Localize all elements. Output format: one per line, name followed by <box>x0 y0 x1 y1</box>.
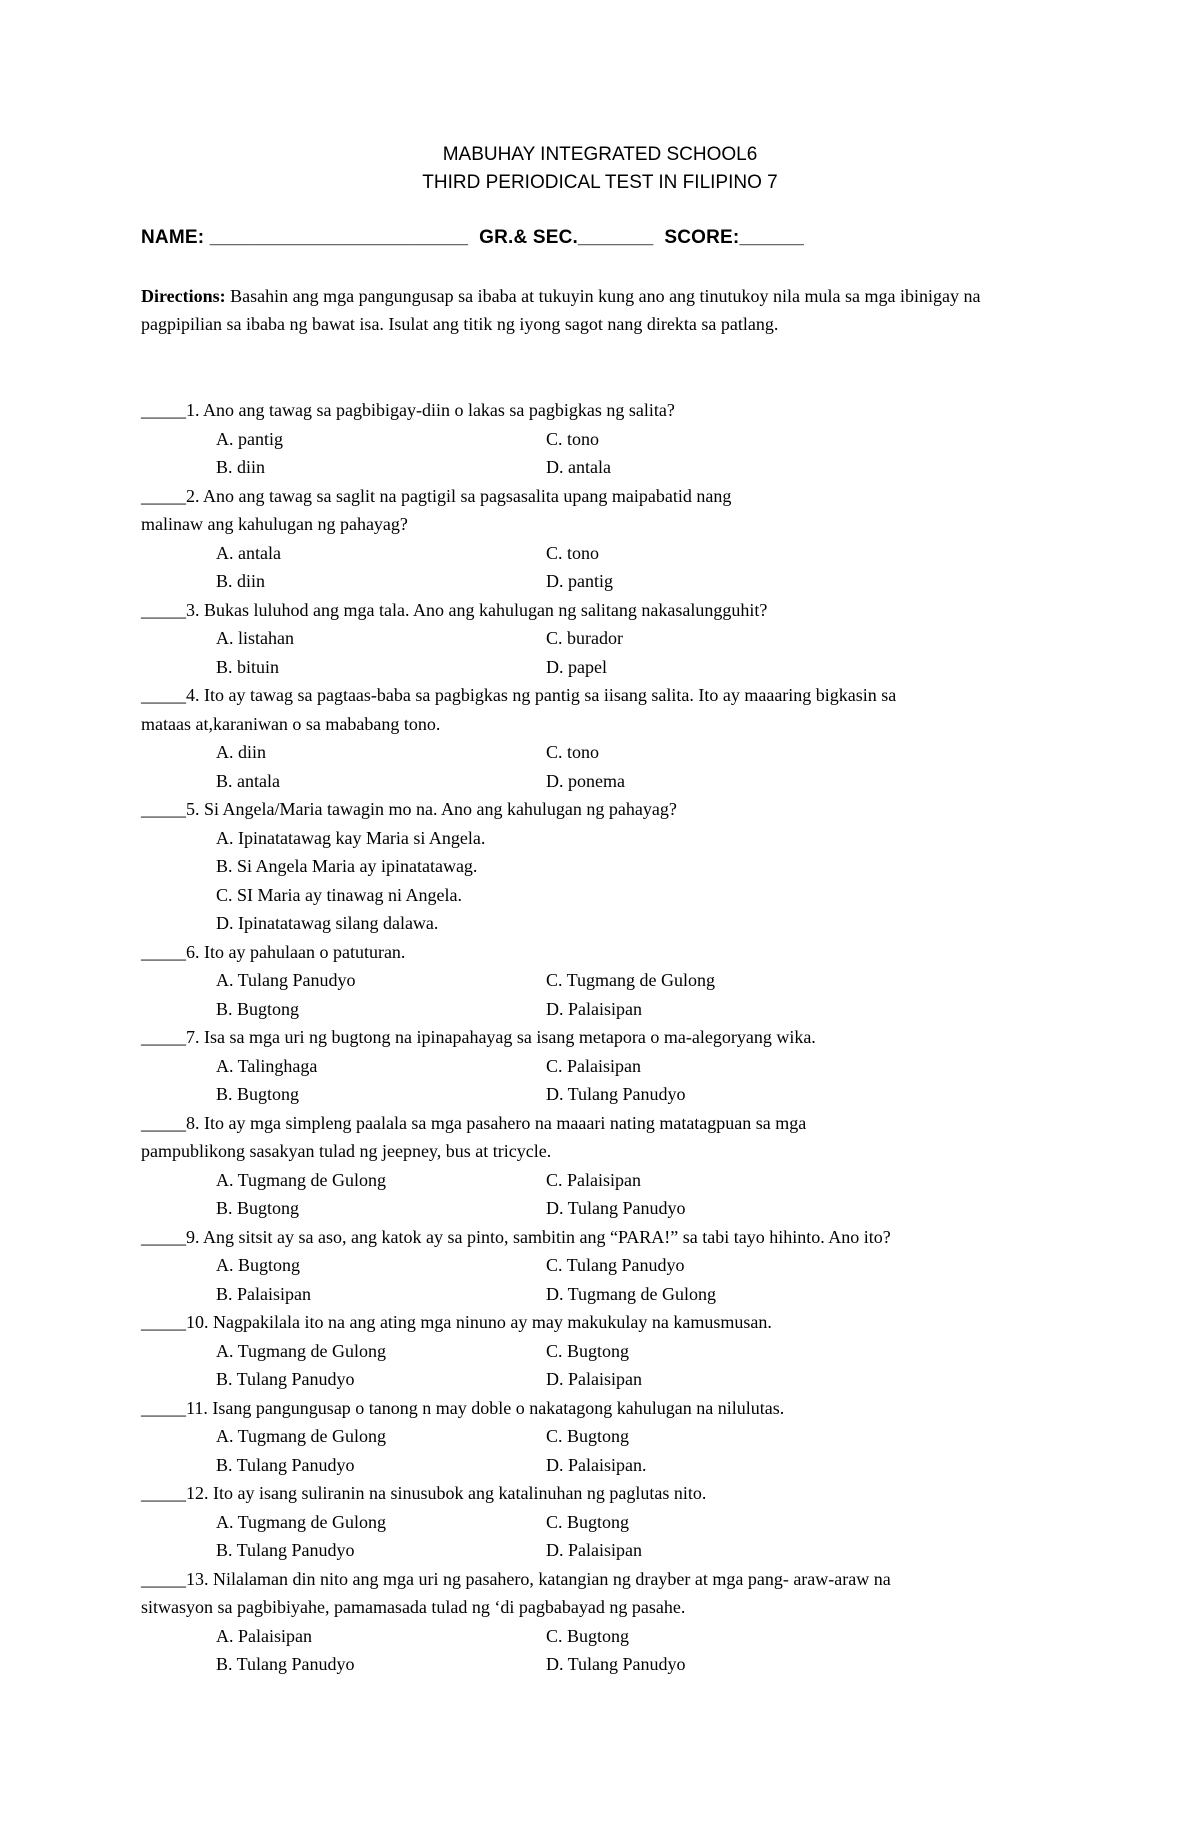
answer-choice: C. Palaisipan <box>546 1169 641 1190</box>
school-name: MABUHAY INTEGRATED SCHOOL6 <box>442 144 758 165</box>
question-item <box>141 1223 1061 1309</box>
answer-choice: D. antala <box>546 457 611 477</box>
answer-choice: C. Bugtong <box>546 1625 630 1646</box>
choice-row <box>141 909 1061 938</box>
answer-choice: C. tono <box>546 542 600 563</box>
answer-choice: B. Tulang Panudyo <box>216 1654 355 1674</box>
choice-row <box>141 1451 1061 1480</box>
answer-choice: A. Talinghaga <box>216 1055 318 1076</box>
answer-choice: C. burador <box>546 628 623 648</box>
answer-choice: C. tono <box>546 742 600 762</box>
answer-choice: B. diin <box>216 457 266 477</box>
question-item <box>141 1308 1061 1394</box>
answer-choice: A. listahan <box>216 628 294 648</box>
answer-choice: C. tono <box>546 428 600 449</box>
question-text: pampublikong sasakyan tulad ng jeepney, bus at tricycle. <box>141 1141 552 1161</box>
answer-choice: A. Tugmang de Gulong <box>216 1426 387 1446</box>
question-item <box>141 482 1061 596</box>
answer-choice: C. Tulang Panudyo <box>546 1255 685 1275</box>
answer-choice: C. Bugtong <box>546 1511 630 1532</box>
choice-row <box>141 653 1061 682</box>
answer-choice: D. Palaisipan <box>546 1540 642 1560</box>
question-text: _____4. Ito ay tawag sa pagtaas-baba sa pagbigkas ng pantig sa iisang salita. Ito ay maaaring bigkasin sa <box>141 685 897 705</box>
question-item <box>141 938 1061 1024</box>
answer-choice: B. Tulang Panudyo <box>216 1540 355 1560</box>
question-text: _____9. Ang sitsit ay sa aso, ang katok ay sa pinto, sambitin ang “PARA!” sa tabi tayo hihinto. Ano ito? <box>141 1226 891 1247</box>
answer-choice: B. antala <box>216 770 280 791</box>
question-item <box>141 681 1061 795</box>
choice-row <box>141 567 1061 596</box>
choice-row <box>141 738 1061 767</box>
answer-choice: D. papel <box>546 656 607 677</box>
choice-row <box>141 624 1061 653</box>
answer-choice: A. Tugmang de Gulong <box>216 1340 387 1361</box>
answer-choice: D. Tugmang de Gulong <box>546 1283 717 1304</box>
answer-choice: C. Tugmang de Gulong <box>546 970 716 990</box>
answer-choice: C. Bugtong <box>546 1340 630 1361</box>
answer-choice: D. ponema <box>546 770 625 791</box>
choice-row <box>141 1052 1061 1081</box>
question-item <box>141 1479 1061 1565</box>
question-text: _____10. Nagpakilala ito na ang ating mga ninuno ay may makukulay na kamusmusan. <box>141 1312 772 1332</box>
choice-row <box>141 995 1061 1024</box>
choice-row <box>141 1337 1061 1366</box>
question-text: _____6. Ito ay pahulaan o patuturan. <box>141 941 406 962</box>
answer-choice: C. Bugtong <box>546 1426 630 1446</box>
answer-choice: A. Tulang Panudyo <box>216 970 356 990</box>
answer-choice: B. Bugtong <box>216 1084 300 1104</box>
choice-row <box>141 425 1061 454</box>
choice-row <box>141 1422 1061 1451</box>
choice-row <box>141 1365 1061 1394</box>
answer-choice: D. Palaisipan <box>546 998 642 1019</box>
choice-row <box>141 881 1061 910</box>
answer-choice: D. Ipinatatawag silang dalawa. <box>216 913 439 933</box>
choice-row <box>141 966 1061 995</box>
answer-choice: C. Palaisipan <box>546 1055 641 1076</box>
question-item <box>141 396 1061 482</box>
question-text: _____3. Bukas luluhod ang mga tala. Ano ang kahulugan ng salitang nakasalungguhit? <box>141 599 768 620</box>
question-item <box>141 1565 1061 1679</box>
question-text: _____1. Ano ang tawag sa pagbibigay-diin o lakas sa pagbigkas ng salita? <box>141 400 675 420</box>
choice-row <box>141 824 1061 853</box>
directions-text: Basahin ang mga pangungusap sa ibaba at tukuyin kung ano ang tinutukoy nila mula sa mga ibinigay na pagpipilian sa ibaba ng bawat isa. Isulat ang titik ng iyong sagot nang direkta sa patlang. <box>141 286 981 334</box>
question-list <box>141 396 1061 1679</box>
answer-choice: D. Tulang Panudyo <box>546 1198 686 1218</box>
answer-choice: B. bituin <box>216 656 280 677</box>
question-text: malinaw ang kahulugan ng pahayag? <box>141 514 408 534</box>
answer-choice: D. Palaisipan <box>546 1369 642 1389</box>
question-text: _____8. Ito ay mga simpleng paalala sa mga pasahero na maaari nating matatagpuan sa mga <box>141 1112 807 1133</box>
choice-row <box>141 1166 1061 1195</box>
answer-choice: B. Bugtong <box>216 1198 300 1218</box>
question-item <box>141 1394 1061 1480</box>
answer-choice: D. Tulang Panudyo <box>546 1654 686 1674</box>
question-item <box>141 596 1061 682</box>
answer-choice: B. Tulang Panudyo <box>216 1454 355 1475</box>
answer-choice: B. Bugtong <box>216 998 300 1019</box>
choice-row <box>141 1080 1061 1109</box>
choice-row <box>141 1251 1061 1280</box>
name-grade-score-line: NAME: ________________________ GR.& SEC._______ SCORE:______ <box>141 227 805 248</box>
answer-choice: D. Tulang Panudyo <box>546 1084 686 1104</box>
choice-row <box>141 852 1061 881</box>
question-text: sitwasyon sa pagbibiyahe, pamamasada tulad ng ‘di pagbabayad ng pasahe. <box>141 1597 686 1617</box>
answer-choice: A. Ipinatatawag kay Maria si Angela. <box>216 827 486 848</box>
question-text: mataas at,karaniwan o sa mababang tono. <box>141 713 441 734</box>
directions <box>141 282 1061 338</box>
choice-row <box>141 1194 1061 1223</box>
test-header <box>0 141 1200 197</box>
question-item <box>141 1109 1061 1223</box>
choice-row <box>141 1536 1061 1565</box>
choice-row <box>141 453 1061 482</box>
choice-row <box>141 1622 1061 1651</box>
question-text: _____11. Isang pangungusap o tanong n may doble o nakatagong kahulugan na nilulutas. <box>141 1397 785 1418</box>
directions-label: Directions: <box>141 286 226 306</box>
question-text: _____2. Ano ang tawag sa saglit na pagtigil sa pagsasalita upang maipabatid nang <box>141 485 732 506</box>
choice-row <box>141 539 1061 568</box>
question-text: _____12. Ito ay isang suliranin na sinusubok ang katalinuhan ng paglutas nito. <box>141 1483 707 1503</box>
choice-row <box>141 767 1061 796</box>
answer-choice: C. SI Maria ay tinawag ni Angela. <box>216 884 462 905</box>
question-item <box>141 795 1061 938</box>
answer-choice: B. Si Angela Maria ay ipinatatawag. <box>216 856 478 876</box>
answer-choice: A. diin <box>216 742 267 762</box>
question-text: _____7. Isa sa mga uri ng bugtong na ipinapahayag sa isang metapora o ma-alegoryang wika. <box>141 1027 816 1047</box>
test-title: THIRD PERIODICAL TEST IN FILIPINO 7 <box>422 172 778 193</box>
question-text: _____13. Nilalaman din nito ang mga uri ng pasahero, katangian ng drayber at mga pang- araw-araw na <box>141 1568 891 1589</box>
choice-row <box>141 1508 1061 1537</box>
choice-row <box>141 1280 1061 1309</box>
answer-choice: A. Palaisipan <box>216 1625 312 1646</box>
answer-choice: A. Tugmang de Gulong <box>216 1169 387 1190</box>
answer-choice: A. pantig <box>216 428 283 449</box>
question-item <box>141 1023 1061 1109</box>
answer-choice: D. pantig <box>546 571 613 591</box>
answer-choice: A. antala <box>216 542 281 563</box>
answer-choice: B. diin <box>216 571 266 591</box>
answer-choice: B. Tulang Panudyo <box>216 1369 355 1389</box>
answer-choice: A. Bugtong <box>216 1255 301 1275</box>
choice-row <box>141 1650 1061 1679</box>
answer-choice: A. Tugmang de Gulong <box>216 1511 387 1532</box>
answer-choice: B. Palaisipan <box>216 1283 311 1304</box>
answer-choice: D. Palaisipan. <box>546 1454 647 1475</box>
question-text: _____5. Si Angela/Maria tawagin mo na. Ano ang kahulugan ng pahayag? <box>141 799 677 819</box>
